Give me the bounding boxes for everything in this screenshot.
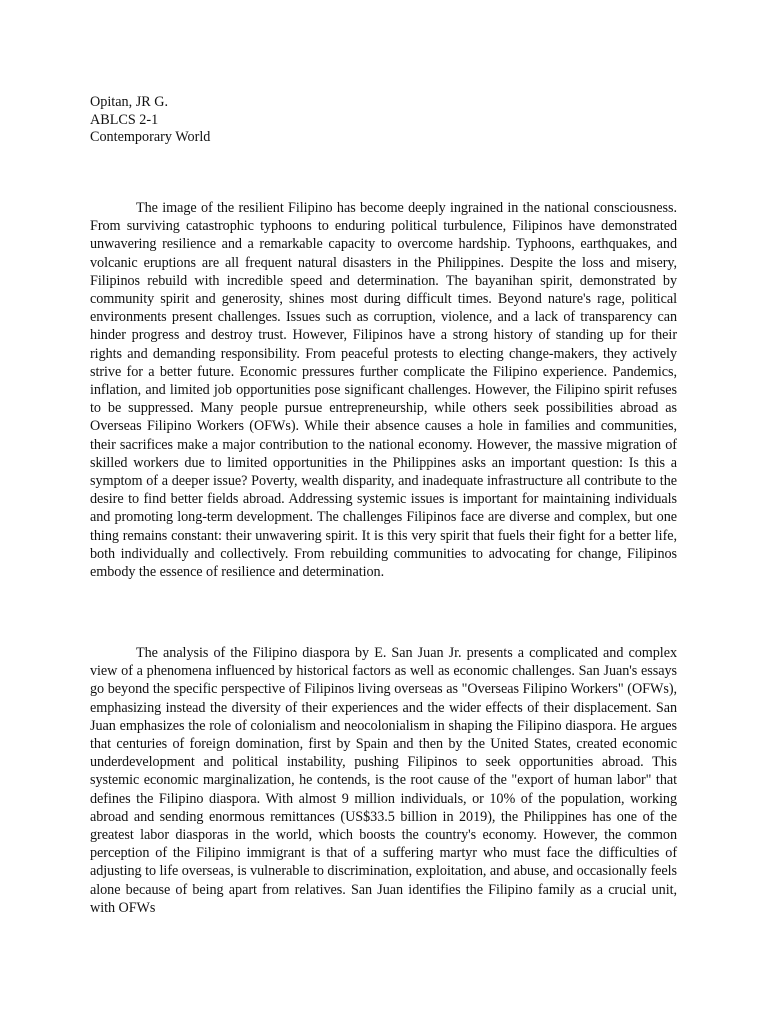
author-name: Opitan, JR G. <box>90 94 169 110</box>
paragraph-diaspora: The analysis of the Filipino diaspora by E. San Juan Jr. presents a complicated and complex view of a phenomena influenced by historical factors as well as economic challenges. San Juan's essays go beyond the specific perspective of Filipinos living overseas as "Overseas Filipino Workers" (OFWs), emphasizing instead the diversity of their experiences and the wider effects of their displacement. San Juan emphasizes the role of colonialism and neocolonialism in shaping the Filipino diaspora. He argues that centuries of foreign domination, first by Spain and then by the United States, created economic underdevelopment and political instability, pushing Filipinos to seek opportunities abroad. This systemic economic marginalization, he contends, is the root cause of the "export of human labor" that defines the Filipino diaspora. With almost 9 million individuals, or 10% of the population, working abroad and sending enormous remittances (US$33.5 billion in 2019), the Philippines has one of the greatest labor diasporas in the world, which boosts the country's economy. However, the common perception of the Filipino immigrant is that of a suffering martyr who must face the difficulties of adjusting to life overseas, is vulnerable to discrimination, exploitation, and abuse, and occasionally feels alone because of being apart from relatives. San Juan identifies the Filipino family as a crucial unit, with OFWs <box>90 645 677 916</box>
class-section: ABLCS 2-1 <box>90 111 159 128</box>
document-header <box>90 94 210 147</box>
paragraph-resilience: The image of the resilient Filipino has become deeply ingrained in the national consciousness. From surviving catastrophic typhoons to enduring political turbulence, Filipinos have demonstrated unwavering resilience and a remarkable capacity to overcome hardship. Typhoons, earthquakes, and volcanic eruptions are all frequent natural disasters in the Philippines. Despite the loss and misery, Filipinos rebuild with incredible speed and determination. The bayanihan spirit, demonstrated by community spirit and generosity, shines most during difficult times. Beyond nature's rage, political environments present challenges. Issues such as corruption, violence, and a lack of transparency can hinder progress and destroy trust. However, Filipinos have a strong history of standing up for their rights and demanding responsibility. From peaceful protests to electing change-makers, they actively strive for a better future. Economic pressures further complicate the Filipino experience. Pandemics, inflation, and limited job opportunities pose significant challenges. However, the Filipino spirit refuses to be suppressed. Many people pursue entrepreneurship, while others seek possibilities abroad as Overseas Filipino Workers (OFWs). While their absence causes a hole in families and communities, their sacrifices make a major contribution to the national economy. However, the massive migration of skilled workers due to limited opportunities in the Philippines asks an important question: Is this a symptom of a deeper issue? Poverty, wealth disparity, and inadequate infrastructure all contribute to the desire to find better fields abroad. Addressing systemic issues is important for maintaining individuals and promoting long-term development. The challenges Filipinos face are diverse and complex, but one thing remains constant: their unwavering spirit. It is this very spirit that fuels their fight for a better life, both individually and collectively. From rebuilding communities to advocating for change, Filipinos embody the essence of resilience and determination. <box>90 200 677 581</box>
course-title: Contemporary World <box>90 129 211 146</box>
